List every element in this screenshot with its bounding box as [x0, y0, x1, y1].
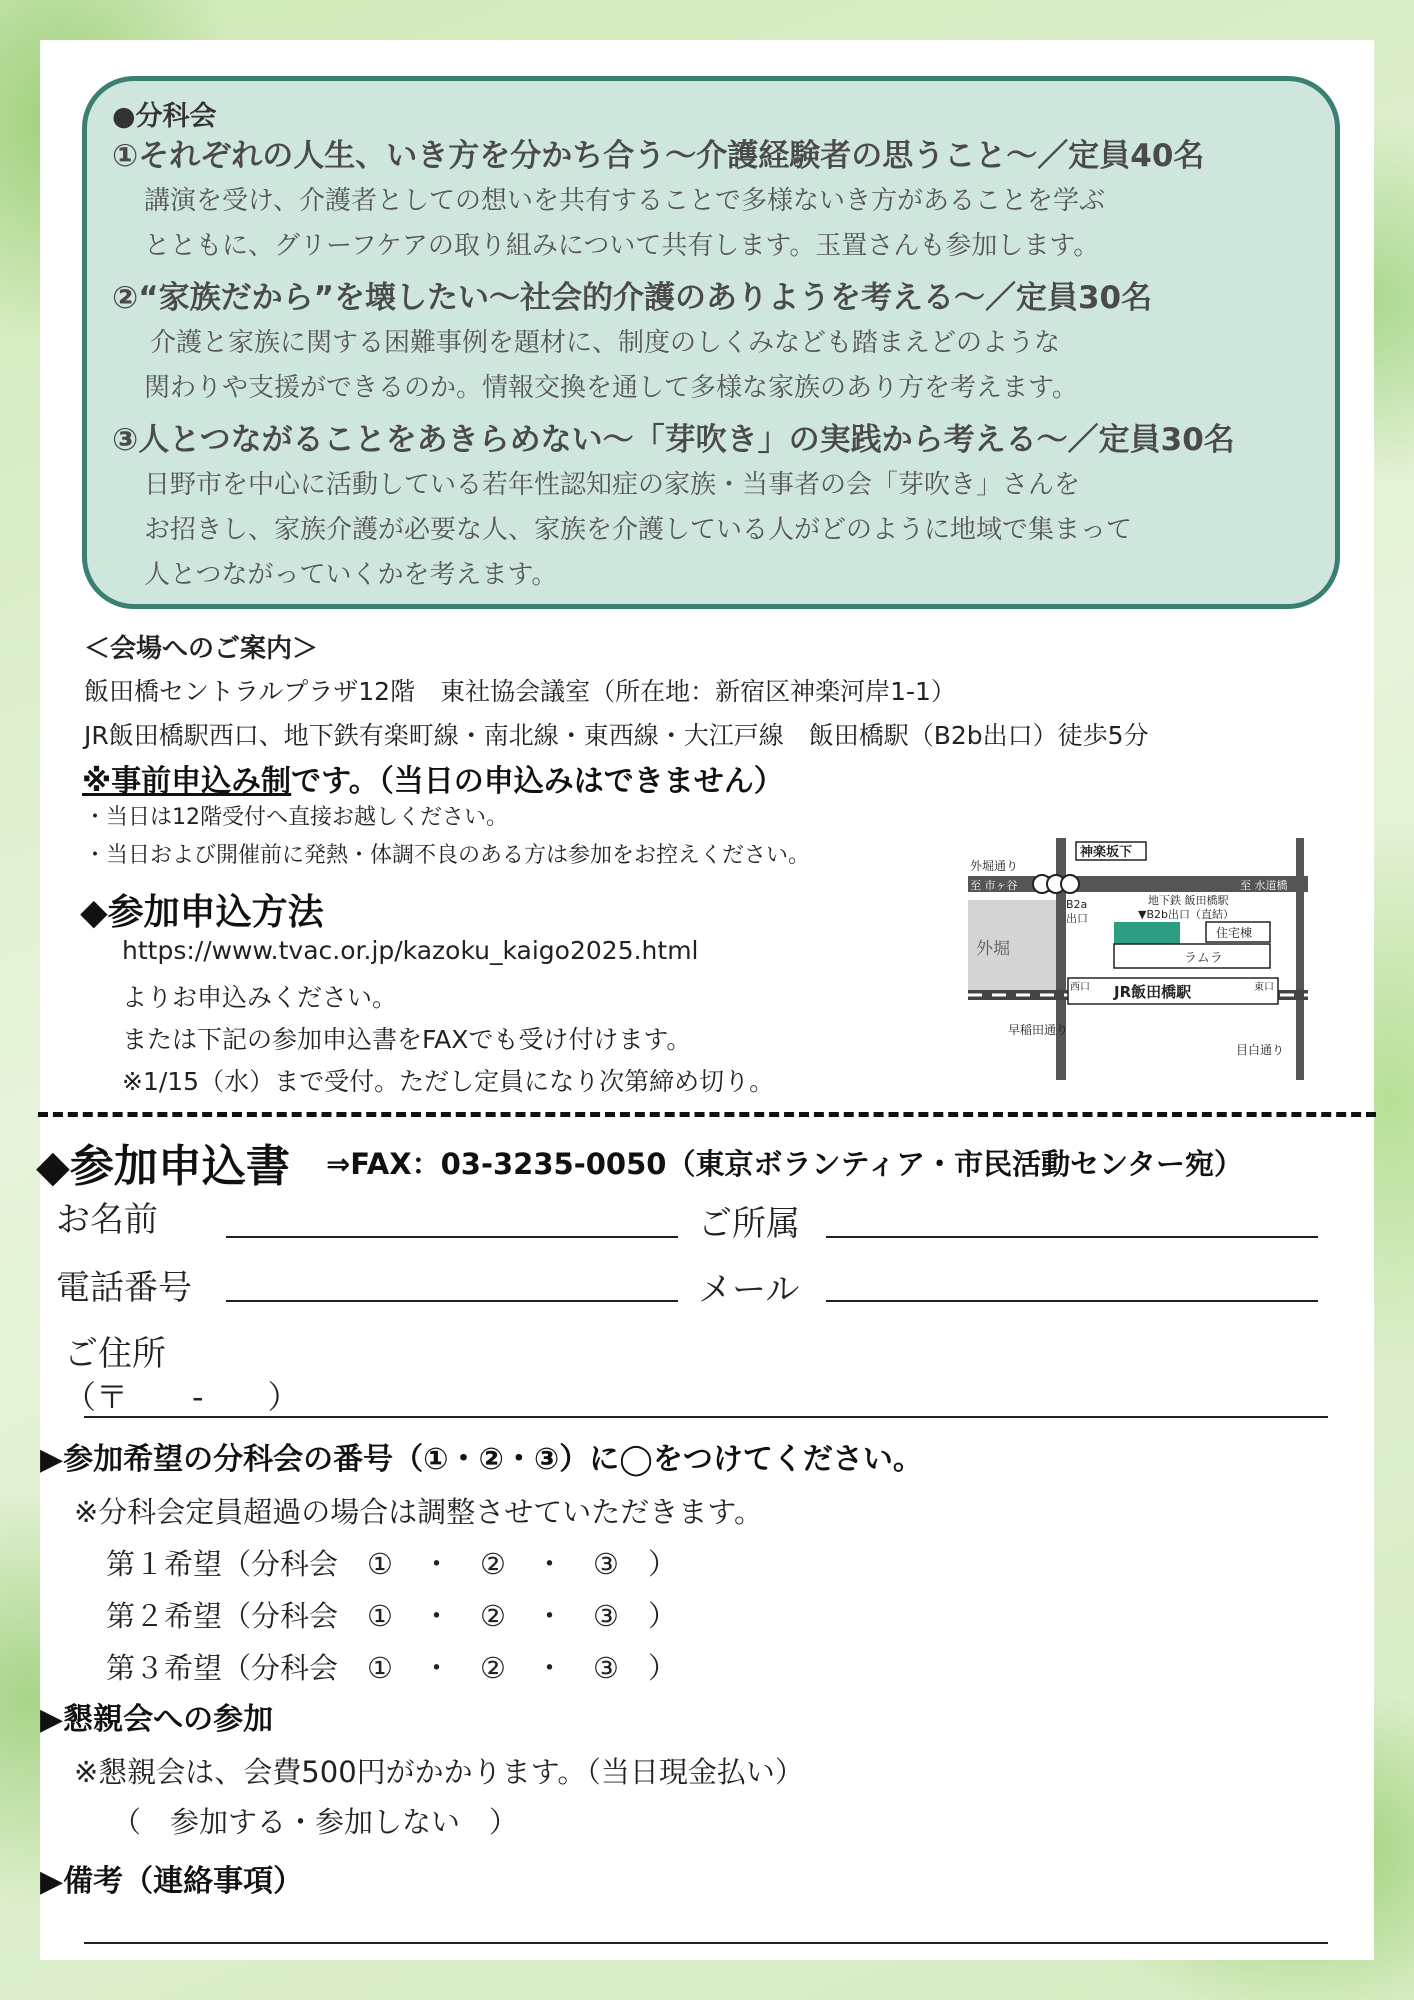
- subcommittee-3-desc-3: 人とつながっていくかを考えます。: [144, 560, 558, 590]
- map-label-b2b: ▼B2b出口（直結）: [1138, 908, 1234, 921]
- party-choice[interactable]: （ 参加する・参加しない ）: [112, 1805, 519, 1839]
- apply-method-line-3: ※1/15（水）まで受付。ただし定員になり次第締め切り。: [122, 1067, 775, 1096]
- map-label-b2a: B2a: [1066, 898, 1088, 911]
- apply-method-heading: ◆参加申込方法: [80, 892, 324, 933]
- venue-note-2: ・当日および開催前に発熱・体調不良のある方は参加をお控えください。: [84, 843, 811, 868]
- map-label-sotobori-dori: 外堀通り: [970, 859, 1019, 873]
- venue-note-1: ・当日は12階受付へ直接お越しください。: [84, 805, 508, 830]
- map-label-to-suidobashi: 至 水道橋: [1240, 879, 1288, 892]
- form-title: ◆参加申込書: [36, 1141, 290, 1192]
- venue-heading: ＜会場へのご案内＞: [84, 634, 319, 664]
- venue-address: 飯田橋セントラルプラザ12階 東社協会議室（所在地：新宿区神楽河岸1-1）: [84, 677, 956, 706]
- name-label: お名前: [56, 1200, 158, 1240]
- address-label: ご住所: [64, 1334, 166, 1374]
- venue-access: JR飯田橋駅西口、地下鉄有楽町線・南北線・東西線・大江戸線 飯田橋駅（B2b出口）徒歩5分: [84, 721, 1149, 750]
- form-fax: ⇒FAX：03-3235-0050（東京ボランティア・市民活動センター宛）: [326, 1147, 1243, 1181]
- subcommittee-2-desc-1: 介護と家族に関する困難事例を題材に、制度のしくみなども踏まえどのような: [150, 328, 1061, 358]
- address-field[interactable]: [84, 1416, 1328, 1418]
- apply-url-link[interactable]: https://www.tvac.or.jp/kazoku_kaigo2025.html: [122, 936, 699, 965]
- subcommittee-heading: ●分科会: [112, 101, 217, 132]
- map-label-nishi: 西口: [1070, 982, 1090, 993]
- map-label-subway: 地下鉄 飯田橋駅: [1148, 894, 1229, 907]
- subcommittee-3-desc-1: 日野市を中心に活動している若年性認知症の家族・当事者の会「芽吹き」さんを: [144, 470, 1081, 500]
- choice-heading: ▶参加希望の分科会の番号（①・②・③）に◯をつけてください。: [40, 1442, 923, 1477]
- subcommittee-2-desc-2: 関わりや支援ができるのか。情報交換を通して多様な家族のあり方を考えます。: [144, 373, 1078, 403]
- map-label-higashi: 東口: [1254, 982, 1274, 993]
- phone-field[interactable]: [226, 1300, 678, 1302]
- venue-building: [1114, 922, 1180, 944]
- choice-2[interactable]: 第２希望（分科会 ① ・ ② ・ ③ ）: [106, 1599, 677, 1633]
- map-label-waseda: 早稲田通り: [1008, 1023, 1069, 1037]
- choice-note: ※分科会定員超過の場合は調整させていただきます。: [74, 1495, 763, 1529]
- choice-1[interactable]: 第１希望（分科会 ① ・ ② ・ ③ ）: [106, 1547, 677, 1581]
- subcommittee-1-title: ①それぞれの人生、いき方を分かち合う～介護経験者の思うこと～／定員40名: [112, 138, 1205, 174]
- name-field[interactable]: [226, 1236, 678, 1238]
- map-label-to-ichigaya: 至 市ヶ谷: [970, 879, 1018, 892]
- cut-line: [38, 1112, 1376, 1117]
- postal-code: （〒 - ）: [64, 1378, 300, 1416]
- subcommittee-1-desc-2: とともに、グリーフケアの取り組みについて共有します。玉置さんも参加します。: [144, 231, 1100, 261]
- email-field[interactable]: [826, 1300, 1318, 1302]
- email-label: メール: [698, 1270, 800, 1310]
- map-label-b2a-exit: 出口: [1066, 912, 1088, 925]
- party-note: ※懇親会は、会費500円がかかります。（当日現金払い）: [74, 1755, 804, 1789]
- map-label-ramla: ラムラ: [1184, 951, 1223, 966]
- pre-registration-notice: [82, 756, 784, 800]
- map-label-kagurazakashita: 神楽坂下: [1080, 845, 1133, 860]
- affiliation-field[interactable]: [826, 1236, 1318, 1238]
- apply-method-line-2: または下記の参加申込書をFAXでも受け付けます。: [122, 1025, 692, 1054]
- subcommittee-1-desc-1: 講演を受け、介護者としての想いを共有することで多様ないき方があることを学ぶ: [144, 186, 1105, 216]
- subcommittee-3-title: ③人とつながることをあきらめない～「芽吹き」の実践から考える～／定員30名: [112, 422, 1235, 458]
- map-label-jr: JR飯田橋駅: [1114, 983, 1192, 1001]
- map-label-sotobori: 外堀: [976, 939, 1010, 959]
- apply-method-line-1: よりお申込みください。: [122, 983, 398, 1012]
- subcommittee-2-title: ②“家族だから”を壊したい～社会的介護のありようを考える～／定員30名: [112, 280, 1153, 316]
- notice-suffix: です。（当日の申込みはできません）: [291, 764, 784, 799]
- affiliation-label: ご所属: [698, 1204, 800, 1244]
- notice-emphasis: ※事前申込み制: [82, 764, 292, 799]
- map-label-housing: 住宅棟: [1216, 926, 1253, 940]
- map-label-mejiro: 目白通り: [1236, 1043, 1285, 1057]
- road-vertical-right: [1296, 838, 1304, 1080]
- party-heading: ▶懇親会への参加: [40, 1702, 274, 1737]
- access-map: [968, 838, 1308, 1080]
- access-map-svg: [968, 838, 1308, 1080]
- subcommittee-3-desc-2: お招きし、家族介護が必要な人、家族を介護している人がどのように地域で集まって: [144, 515, 1133, 545]
- phone-label: 電話番号: [56, 1268, 192, 1308]
- choice-3[interactable]: 第３希望（分科会 ① ・ ② ・ ③ ）: [106, 1651, 677, 1685]
- remarks-field[interactable]: [84, 1942, 1328, 1944]
- remarks-heading: ▶備考（連絡事項）: [40, 1864, 304, 1899]
